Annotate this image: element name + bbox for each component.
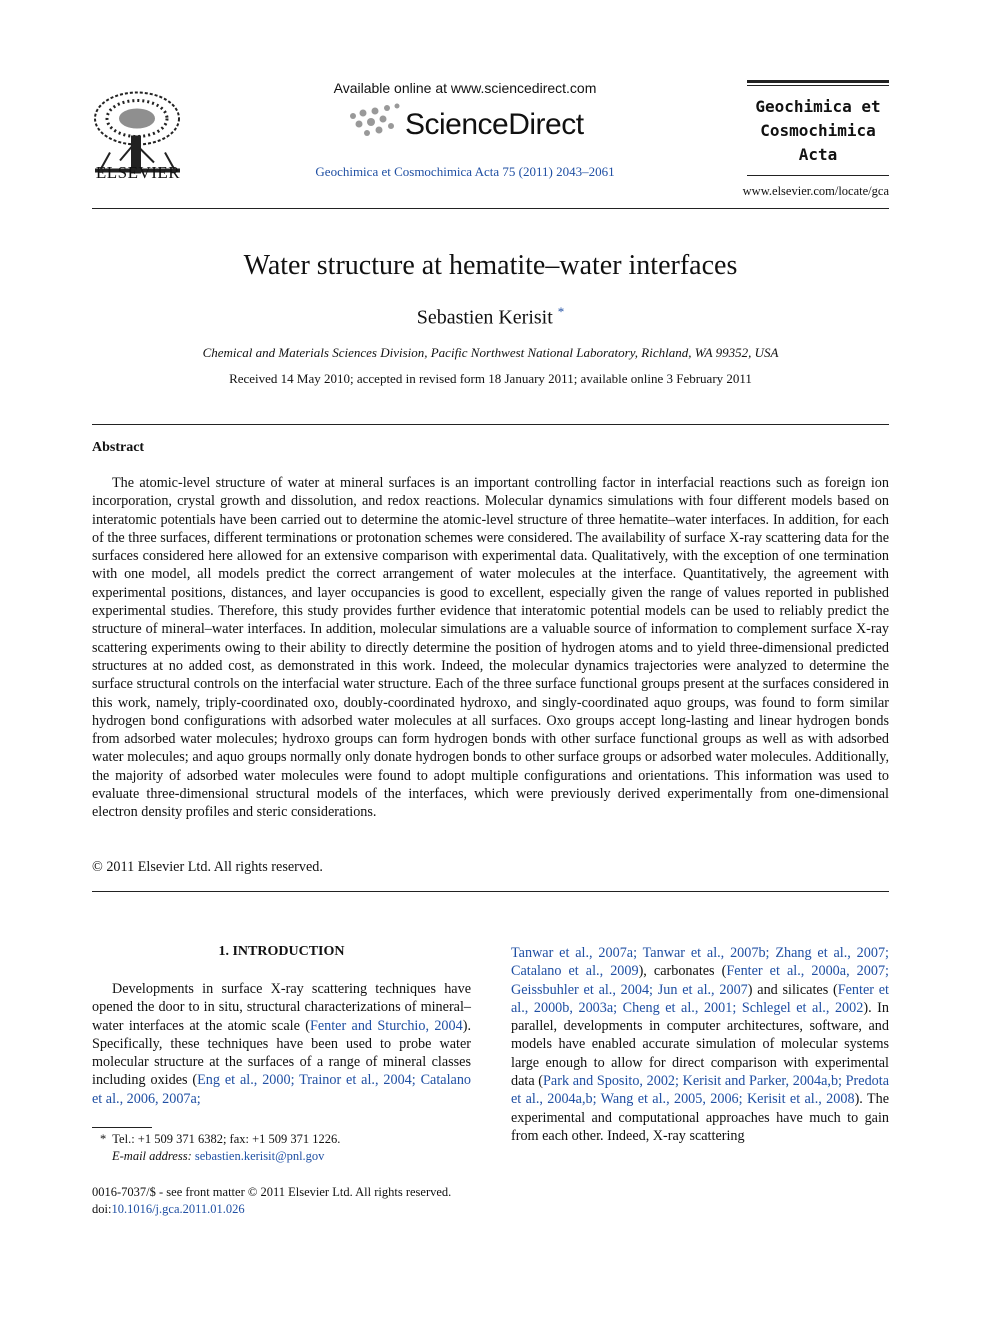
body-text: ). Specifically, these techniques have been used to probe water molecular structure at the surfaces of a range of mineral classes including oxides (	[92, 1017, 471, 1089]
journal-title-line: Geochimica et	[755, 97, 881, 116]
intro-column-right	[511, 944, 889, 1145]
doi-link[interactable]: 10.1016/j.gca.2011.01.026	[111, 1202, 245, 1216]
journal-rule	[747, 85, 889, 86]
email-label: E-mail address:	[112, 1149, 192, 1163]
footnote	[92, 1131, 471, 1165]
journal-title-line: Cosmochimica	[760, 121, 876, 140]
email-link[interactable]: sebastien.kerisit@pnl.gov	[194, 1149, 325, 1163]
issn-line: 0016-7037/$ - see front matter © 2011 Elsevier Ltd. All rights reserved.	[92, 1185, 452, 1199]
reference-link[interactable]: Fenter and Sturchio, 2004	[309, 1017, 463, 1034]
reference-link[interactable]: Tanwar et al., 2007a; Tanwar et al., 2007b; Zhang et al., 2007; Catalano et al., 2009	[511, 945, 889, 980]
reference-link[interactable]: Park and Sposito, 2002; Kerisit and Parker, 2004a,b; Predota et al., 2004a,b; Wang et al., 2005, 2006; Kerisit et al., 2008	[511, 1073, 889, 1108]
abstract-divider-bottom	[92, 891, 889, 892]
intro-column-left	[92, 980, 471, 1108]
abstract-text: The atomic-level structure of water at mineral surfaces is an important controlling factor in interfacial reactions such as foreign ion incorporation, crystal growth and dissolution, and redox reactions. Molecular dynamics simulations with four different models based on interatomic potentials have been carried out to determine the atomic-level structure of three hematite–water interfaces. In addition, for each of the three surfaces, different terminations or protonation schemes were considered. The availability of surface X-ray scattering data for the surfaces considered here allowed for an extensive comparison with experimental data. Qualitatively, with the exception of one termination with one model, all models predict the correct arrangement of water molecules at the interface. Quantitatively, the agreement with experimental positions, distances, and layer occupancies is good to excellent, especially given the range of values reported in published experimental studies. Therefore, this study provides further evidence that interatomic potential models can be used to reliably predict the structure of mineral–water interfaces. In addition, molecular simulations are a valuable source of information to complement surface X-ray scattering experiments owing to their ability to directly determine the position of hydrogen atoms and to yield three-dimensional predicted structures at no added cost, as demonstrated in this work. Indeed, the molecular dynamics trajectories were analyzed to determine the surface structural controls on the interfacial water structure. Each of the three surface functional groups present at the surfaces considered in this work, namely, triply-coordinated oxo, doubly-coordinated hydroxo, and singly-coordinated aquo groups, was found to form similar hydrogen bond configurations with adsorbed water molecules at all surfaces. Oxo groups accept long-lasting and linear hydrogen bonds from adsorbed water molecules; hydroxo groups can form hydrogen bonds with other surface functional groups as well as with adsorbed water molecules; and aquo groups normally only donate hydrogen bonds to other surface groups or adsorbed water molecules. Additionally, the majority of adsorbed water molecules were found to adopt multiple configurations and orientations. This information was used to evaluate three-dimensional structural models of the interfaces, which were previously derived experimentally from one-dimensional electron density profiles and steric considerations.	[92, 475, 889, 821]
footnote-email-line	[92, 1148, 471, 1165]
author-footnote-mark[interactable]: *	[557, 304, 565, 319]
doi-line	[92, 1201, 592, 1218]
paper-title: Water structure at hematite–water interfaces	[243, 250, 738, 281]
footnote-divider	[92, 1127, 152, 1128]
abstract-divider-top	[92, 424, 889, 425]
section-heading-introduction: 1. INTRODUCTION	[218, 944, 345, 959]
journal-rule	[747, 80, 889, 83]
reference-link[interactable]: Fenter et al., 2000a, 2007; Geissbuhler et al., 2004; Jun et al., 2007	[511, 963, 889, 998]
footnote-mark: *	[100, 1132, 107, 1146]
body-text: ). In parallel, developments in computer architectures, software, and models have enabled accurate simulation of molecular systems large enough to allow for direct comparison with experimental data (	[511, 999, 889, 1090]
body-text: ) and silicates (	[747, 981, 838, 998]
journal-rule	[747, 175, 889, 176]
journal-title-line: Acta	[798, 145, 838, 164]
affiliation: Chemical and Materials Sciences Division, Pacific Northwest National Laboratory, Richland, WA 99352, USA	[202, 345, 779, 360]
header-divider	[92, 208, 889, 209]
footnote-contact	[92, 1131, 471, 1148]
journal-url[interactable]: www.elsevier.com/locate/gca	[742, 184, 889, 198]
author-name[interactable]: Sebastien Kerisit	[416, 306, 553, 329]
article-dates: Received 14 May 2010; accepted in revised form 18 January 2011; available online 3 February 2011	[229, 371, 752, 386]
reference-link[interactable]: Eng et al., 2000; Trainor et al., 2004; Catalano et al., 2006, 2007a;	[92, 1072, 472, 1107]
abstract-heading: Abstract	[92, 440, 145, 455]
journal-title	[740, 95, 896, 167]
publisher-name: ELSEVIER	[95, 163, 181, 182]
doi-label: doi:	[92, 1202, 112, 1216]
body-text: ). The experimental and computational approaches have much to gain from each other. Indeed, X-ray scattering	[511, 1091, 889, 1144]
body-text: Developments in surface X-ray scattering techniques have opened the door to in situ, structural characterizations of mineral–water interfaces at the atomic scale (	[92, 981, 471, 1034]
abstract-copyright: © 2011 Elsevier Ltd. All rights reserved.	[92, 859, 323, 875]
reference-link[interactable]: Fenter et al., 2000b, 2003a; Cheng et al., 2001; Schlegel et al., 2002	[511, 981, 889, 1016]
author-line	[92, 304, 889, 330]
sciencedirect-wordmark: ScienceDirect	[405, 108, 584, 141]
footnote-phone: Tel.: +1 509 371 6382; fax: +1 509 371 1226.	[112, 1132, 341, 1146]
journal-citation[interactable]: Geochimica et Cosmochimica Acta 75 (2011) 2043–2061	[315, 164, 615, 179]
available-online-text: Available online at www.sciencedirect.com	[333, 80, 597, 96]
page-footer	[92, 1184, 592, 1218]
body-text: ), carbonates (	[638, 963, 727, 980]
